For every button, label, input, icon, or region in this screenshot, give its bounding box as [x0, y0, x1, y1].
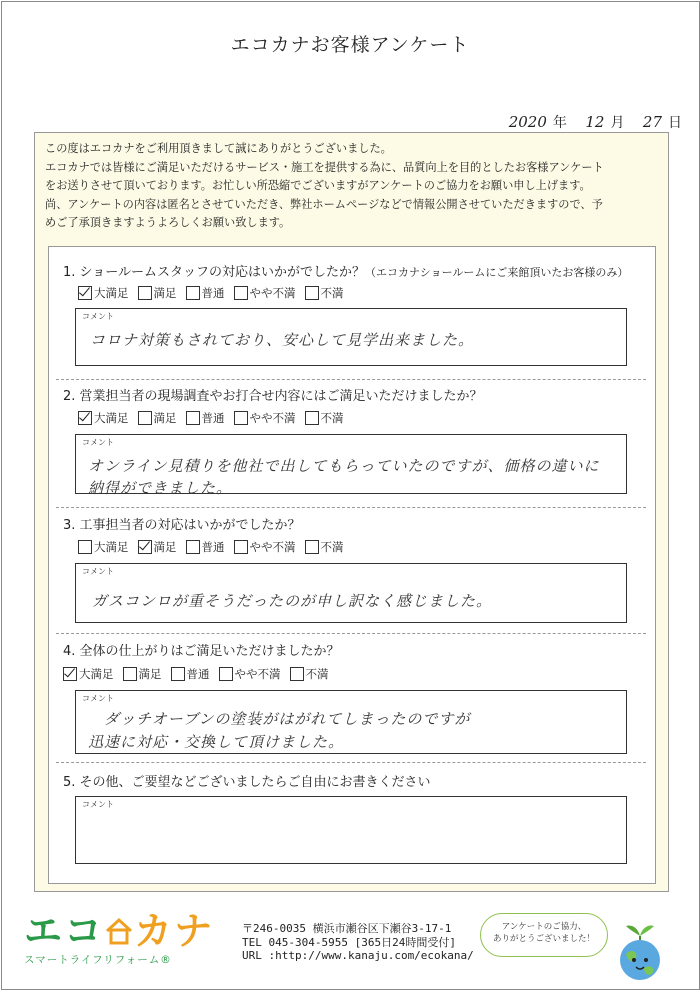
company-contact: [242, 922, 474, 963]
option-label: やや不満: [249, 286, 296, 300]
question-4-label: 4. 全体の仕上がりはご満足いただけましたか？: [63, 644, 340, 659]
checkbox[interactable]: [78, 411, 92, 425]
option-1[interactable]: [78, 539, 129, 555]
question-2-comment-box[interactable]: [75, 434, 627, 497]
checkbox[interactable]: [171, 667, 185, 681]
survey-title: エコカナお客様アンケート: [230, 34, 470, 56]
ecokana-logo: [24, 909, 215, 967]
question-5-comment-box[interactable]: [75, 796, 627, 864]
intro-line: エコカナでは皆様にご満足いただけるサービス・施工を提供する為に、品質向上を目的としたお客様アンケート: [45, 160, 604, 174]
option-label: 大満足: [94, 411, 129, 425]
company-tel: TEL 045-304-5955 [365日24時間受付]: [242, 935, 456, 949]
checkbox[interactable]: [234, 540, 248, 554]
option-3[interactable]: [186, 539, 225, 555]
option-label: 不満: [320, 540, 344, 554]
question-1-comment-line: コロナ対策もされており、安心して見学出来ました。: [90, 331, 475, 349]
date-year: 2020: [508, 113, 547, 131]
option-1[interactable]: [78, 410, 129, 426]
checkbox[interactable]: [186, 286, 200, 300]
option-2[interactable]: [138, 285, 177, 301]
question-divider: [56, 379, 646, 380]
question-3-label: 3. 工事担当者の対応はいかがでしたか？: [63, 518, 301, 533]
intro-text: [45, 140, 665, 233]
option-label: やや不満: [234, 667, 281, 681]
option-1[interactable]: [78, 285, 129, 301]
question-1-comment-box[interactable]: [75, 308, 627, 366]
question-4-comment-line: 迅速に対応・交換して頂けました。: [88, 733, 345, 751]
option-3[interactable]: [186, 410, 225, 426]
option-label: 普通: [201, 411, 225, 425]
date-day-unit: 日: [668, 115, 682, 131]
option-5[interactable]: [305, 285, 344, 301]
option-label: 普通: [186, 667, 210, 681]
date-day: 27: [642, 113, 662, 131]
intro-line: 尚、アンケートの内容は匿名とさせていただき、弊社ホームページなどで情報公開させていただきますので、予: [45, 197, 603, 211]
checkbox[interactable]: [186, 411, 200, 425]
question-3-comment-box[interactable]: [75, 563, 627, 623]
option-4[interactable]: [219, 666, 281, 682]
option-2[interactable]: [138, 410, 177, 426]
option-label: 不満: [305, 667, 329, 681]
question-2-options: [78, 410, 353, 428]
option-label: 満足: [153, 411, 177, 425]
checkbox[interactable]: [78, 286, 92, 300]
date-year-unit: 年: [552, 115, 567, 131]
question-4-options: [63, 666, 338, 684]
option-4[interactable]: [234, 539, 296, 555]
question-1-options: [78, 285, 353, 303]
option-2[interactable]: [138, 539, 177, 555]
comment-label: コメント: [82, 312, 114, 321]
question-1: [63, 261, 628, 280]
checkbox[interactable]: [138, 286, 152, 300]
option-label: やや不満: [249, 411, 296, 425]
option-4[interactable]: [234, 410, 296, 426]
checkbox[interactable]: [305, 411, 319, 425]
option-label: 満足: [138, 667, 162, 681]
checkbox[interactable]: [305, 540, 319, 554]
comment-label: コメント: [82, 800, 114, 809]
option-3[interactable]: [186, 285, 225, 301]
checkbox[interactable]: [219, 667, 233, 681]
logo-text-eco: エコ: [24, 909, 105, 953]
checkbox[interactable]: [186, 540, 200, 554]
checkbox[interactable]: [123, 667, 137, 681]
question-1-note: （エコカナショールームにご来館頂いたお客様のみ）: [365, 266, 629, 279]
question-3-options: [78, 539, 353, 557]
logo-tagline: スマートライフリフォーム®: [24, 954, 172, 966]
option-5[interactable]: [305, 539, 344, 555]
option-label: 大満足: [94, 540, 129, 554]
comment-label: コメント: [82, 438, 114, 447]
question-2: [63, 385, 483, 404]
checkbox[interactable]: [138, 540, 152, 554]
date-month: 12: [585, 113, 605, 131]
intro-line: をお送りさせて頂いております。お忙しい所恐縮でございますがアンケートのご協力をお願い申し上げます。: [45, 179, 591, 192]
option-label: 大満足: [79, 667, 114, 681]
checkbox[interactable]: [78, 540, 92, 554]
option-1[interactable]: [63, 666, 114, 682]
thanks-line: アンケートのご協力、: [501, 922, 587, 932]
checkbox[interactable]: [63, 667, 77, 681]
checkbox[interactable]: [290, 667, 304, 681]
question-2-label: 2. 営業担当者の現場調査やお打合せ内容にはご満足いただけましたか？: [63, 389, 483, 404]
company-address: 〒246-0035 横浜市瀬谷区下瀬谷3-17-1: [242, 922, 452, 935]
question-1-label: 1. ショールームスタッフの対応はいかがでしたか？: [63, 265, 366, 280]
option-label: 満足: [153, 286, 177, 300]
company-url[interactable]: URL :http://www.kanaju.com/ecokana/: [242, 949, 474, 962]
question-2-comment-line: 納得ができました。: [88, 479, 233, 497]
earth-mascot-icon: [612, 918, 668, 984]
question-divider: [56, 762, 646, 763]
checkbox[interactable]: [234, 286, 248, 300]
checkbox[interactable]: [138, 411, 152, 425]
option-label: 満足: [153, 540, 177, 554]
date-month-unit: 月: [610, 115, 625, 131]
checkbox[interactable]: [305, 286, 319, 300]
question-4-comment-box[interactable]: [75, 690, 627, 754]
survey-date: [509, 112, 682, 132]
option-4[interactable]: [234, 285, 296, 301]
thanks-bubble: [480, 913, 608, 957]
option-label: 普通: [201, 286, 225, 300]
logo-text-kana: カナ: [134, 909, 215, 953]
option-5[interactable]: [305, 410, 344, 426]
question-divider: [56, 633, 646, 634]
question-4: [63, 640, 340, 659]
question-2-comment-line: オンライン見積りを他社で出してもらっていたのですが、価格の違いに: [88, 457, 600, 475]
option-label: 不満: [320, 286, 344, 300]
house-icon: [104, 916, 134, 946]
option-label: 普通: [201, 540, 225, 554]
question-divider: [56, 507, 646, 508]
thanks-line: ありがとうございました！: [492, 934, 595, 944]
option-2[interactable]: [123, 666, 162, 682]
intro-line: この度はエコカナをご利用頂きまして誠にありがとうございました。: [45, 142, 392, 155]
comment-label: コメント: [82, 567, 114, 576]
question-3-comment-line: ガスコンロが重そうだったのが申し訳なく感じました。: [92, 592, 493, 610]
intro-line: めご了承頂きますようよろしくお願い致します。: [45, 216, 291, 229]
question-5: [63, 771, 431, 790]
comment-label: コメント: [82, 694, 114, 703]
question-4-comment-line: ダッチオーブンの塗装がはがれてしまったのですが: [104, 710, 471, 728]
option-label: やや不満: [249, 540, 296, 554]
option-3[interactable]: [171, 666, 210, 682]
question-3: [63, 514, 301, 533]
checkbox[interactable]: [234, 411, 248, 425]
option-label: 大満足: [94, 286, 129, 300]
option-5[interactable]: [290, 666, 329, 682]
question-5-label: 5. その他、ご要望などございましたらご自由にお書きください: [63, 775, 431, 790]
option-label: 不満: [320, 411, 344, 425]
